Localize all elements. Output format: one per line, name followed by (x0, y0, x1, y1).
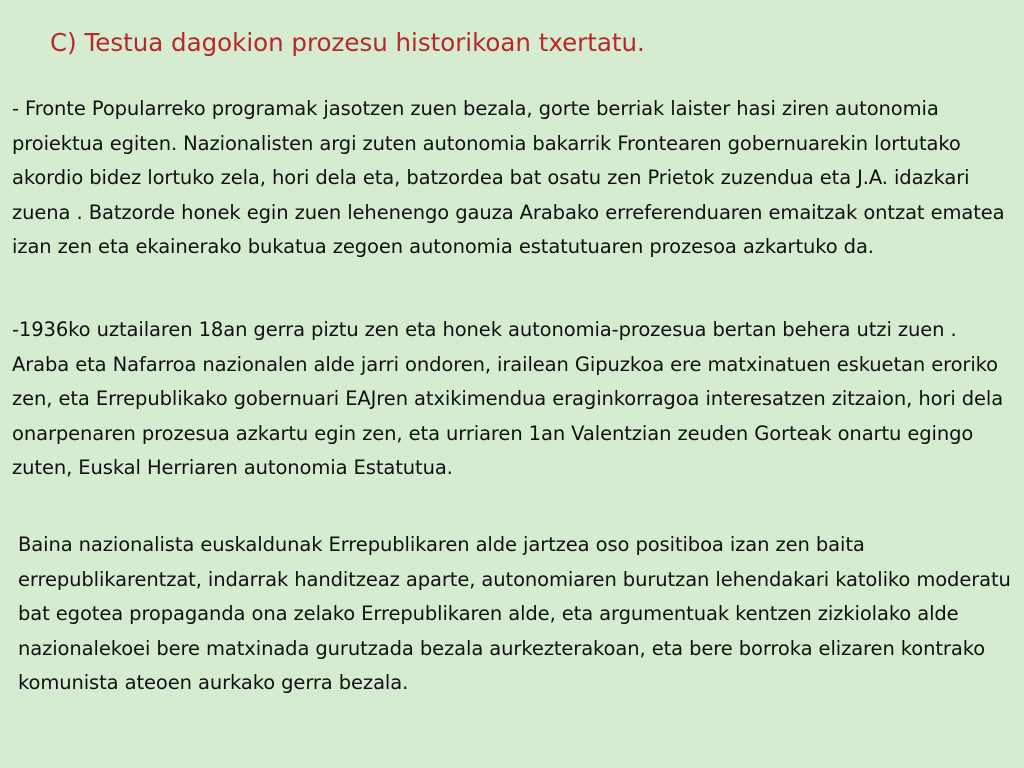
paragraph-fronte-popularra: - Fronte Popularreko programak jasotzen zuen bezala, gorte berriak laister hasi ziren autonomia proiektua egiten. Nazionalisten argi zuten autonomia bakarrik Frontearen gobernuarekin lortutako akordio bidez lortuko zela, hori dela eta, batzordea bat osatu zen Prietok zuzendua eta J.A. idazkari zuena . Batzorde honek egin zuen lehenengo gauza Arabako erreferenduaren emaitzak ontzat ematea izan zen eta ekainerako bukatua zegoen autonomia estatutuaren prozesoa azkartuko da. (12, 97, 1005, 258)
paragraph-nazionalista-euskaldunak: Baina nazionalista euskaldunak Errepublikaren alde jartzea oso positiboa izan zen baita errepublikarentzat, indarrak handitzeaz aparte, autonomiaren burutzan lehendakari katoliko moderatu bat egotea propaganda ona zelako Errepublikaren alde, eta argumentuak kentzen zizkiolako alde nazionalekoei bere matxinada gurutzada bezala aurkezterakoan, eta bere borroka elizaren kontrako komunista ateoen aurkako gerra bezala. (18, 533, 1011, 694)
slide-title: C) Testua dagokion prozesu historikoan txertatu. (50, 28, 645, 57)
paragraph-gerra-piztu: -1936ko uztailaren 18an gerra piztu zen eta honek autonomia-prozesua bertan behera utzi zuen . Araba eta Nafarroa nazionalen alde jarri ondoren, irailean Gipuzkoa ere matxinatuen eskuetan eroriko zen, eta Errepublikako gobernuari EAJren atxikimendua eraginkorragoa interesatzen zitzaion, hori dela onarpenaren prozesua azkartu egin zen, eta urriaren 1an Valentzian zeuden Gorteak onartu egingo zuten, Euskal Herriaren autonomia Estatutua. (12, 318, 1004, 479)
